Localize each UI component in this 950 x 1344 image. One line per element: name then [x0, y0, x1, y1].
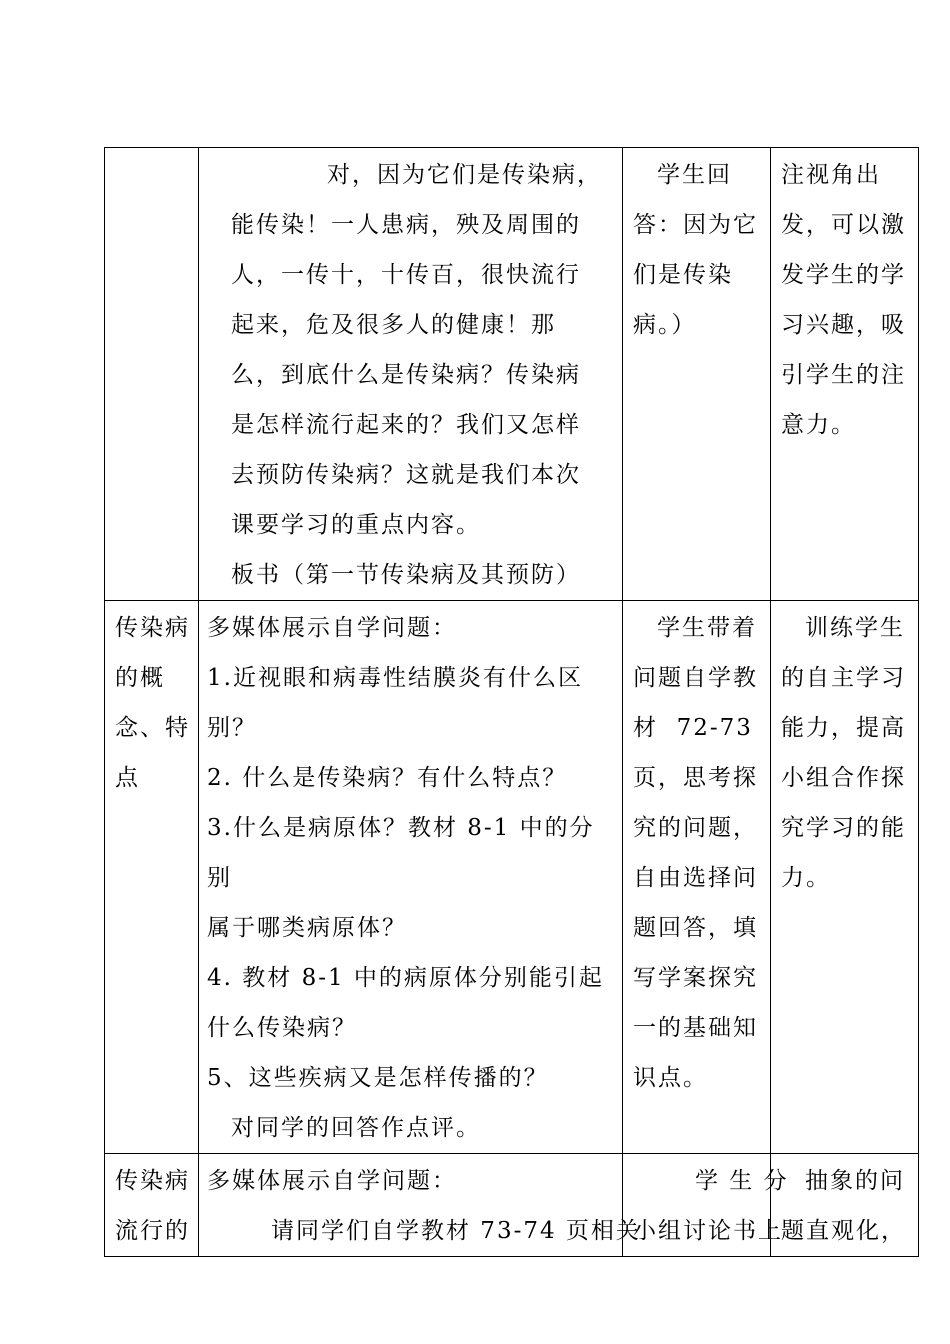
- text-line: 能力，提高: [781, 715, 906, 741]
- text-line: 病。）: [633, 312, 697, 338]
- text-line: 意力。: [781, 412, 856, 438]
- text-line: 传染病: [115, 615, 190, 641]
- text-line: 引学生的注: [781, 362, 906, 388]
- text-line: 1.近视眼和病毒性结膜炎有什么区: [207, 665, 583, 691]
- design-intent-cell: [771, 1154, 919, 1257]
- design-intent-cell: [771, 601, 919, 1154]
- text-line: 点: [115, 765, 140, 791]
- text-line: 习兴趣，吸: [781, 312, 906, 338]
- text-line: 究学习的能: [781, 815, 906, 841]
- text-line: 起来，危及很多人的健康！那: [231, 312, 556, 338]
- text-line: 什么传染病？: [207, 1015, 357, 1041]
- text-line: 发，可以激: [781, 212, 906, 238]
- design-intent-cell: [771, 148, 919, 601]
- teacher-activity-cell: [199, 601, 623, 1154]
- table-row: [105, 1154, 919, 1257]
- text-line: 一的基础知: [633, 1015, 758, 1041]
- text-line: 注视角出: [781, 162, 881, 188]
- text-line: 多媒体展示自学问题：: [207, 615, 457, 641]
- text-line: 5、这些疾病又是怎样传播的？: [207, 1065, 549, 1091]
- text-line: 们是传染: [633, 262, 733, 288]
- lesson-plan-table: [104, 147, 919, 1257]
- text-line: 究的问题，: [633, 815, 758, 841]
- section-cell: [105, 148, 199, 601]
- text-line: 页，思考探: [633, 765, 758, 791]
- section-cell: [105, 601, 199, 1154]
- text-line: 问题自学教: [633, 665, 758, 691]
- text-line: 流行的: [115, 1218, 190, 1244]
- text-line: 力。: [781, 865, 831, 891]
- text-line: 是怎样流行起来的？我们又怎样: [231, 412, 581, 438]
- text-line: 识点。: [633, 1065, 708, 1091]
- text-line: 4. 教材 8-1 中的病原体分别能引起: [207, 965, 604, 991]
- text-line: 小组合作探: [781, 765, 906, 791]
- text-line: 人，一传十，十传百，很快流行: [231, 262, 581, 288]
- text-line: 属于哪类病原体？: [207, 915, 407, 941]
- teacher-activity-cell: [199, 148, 623, 601]
- text-line: 多媒体展示自学问题：: [207, 1168, 457, 1194]
- text-line: 的自主学习: [781, 665, 906, 691]
- text-line: 答：因为它: [633, 212, 758, 238]
- text-line: 去预防传染病？这就是我们本次: [231, 462, 581, 488]
- text-line: 3.什么是病原体？教材 8-1 中的分别: [207, 815, 595, 891]
- text-line: 对同学的回答作点评。: [231, 1115, 481, 1141]
- text-line: 的概: [115, 665, 165, 691]
- text-line: 板书（第一节传染病及其预防）: [231, 562, 581, 588]
- text-line: 课要学习的重点内容。: [231, 512, 481, 538]
- student-activity-cell: [623, 601, 771, 1154]
- text-line: 么，到底什么是传染病？传染病: [231, 362, 581, 388]
- text-line: 2. 什么是传染病？有什么特点？: [207, 765, 568, 791]
- teacher-activity-cell: [199, 1154, 641, 1257]
- text-line: 别？: [207, 715, 257, 741]
- text-line: 自由选择问: [633, 865, 758, 891]
- text-line: 题直观化，: [781, 1218, 906, 1244]
- text-line: 材 72-73: [633, 715, 753, 741]
- table-row: [105, 148, 919, 601]
- text-line: 学生回: [657, 162, 732, 188]
- text-line: 写学案探究: [633, 965, 758, 991]
- text-line: 学生带着: [657, 615, 757, 641]
- text-line: 训练学生: [805, 615, 905, 641]
- text-line: 小组讨论书上: [633, 1218, 783, 1244]
- student-activity-cell: [623, 148, 771, 601]
- text-line: 题回答，填: [633, 915, 758, 941]
- text-line: 请同学们自学教材 73-74 页相关: [271, 1218, 641, 1244]
- student-activity-cell: [623, 1154, 789, 1257]
- section-cell: [105, 1154, 199, 1257]
- text-line: 传染病: [115, 1168, 190, 1194]
- text-line: 发学生的学: [781, 262, 906, 288]
- text-line: 抽象的问: [805, 1168, 905, 1194]
- text-line: 念、特: [115, 715, 190, 741]
- table-row: [105, 601, 919, 1154]
- text-line: 能传染！一人患病，殃及周围的: [231, 212, 581, 238]
- text-line: 对，因为它们是传染病，: [327, 162, 602, 188]
- text-line: 学 生 分: [695, 1168, 789, 1194]
